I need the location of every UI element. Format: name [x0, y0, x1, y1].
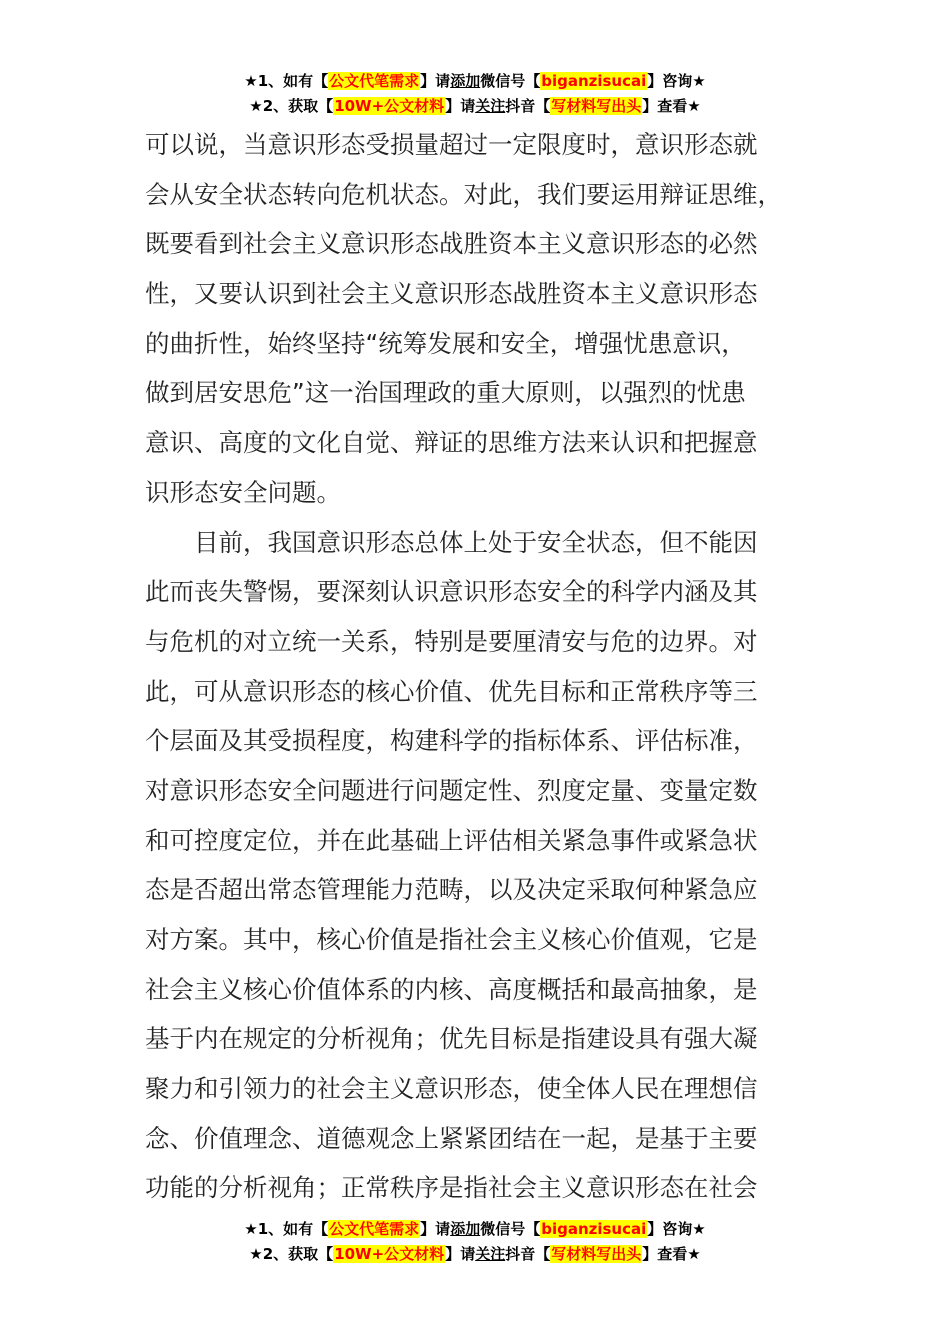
text-line: 会从安全状态转向危机状态。对此，我们要运用辩证思维， [145, 179, 782, 209]
banner-line-1 [0, 1217, 950, 1242]
text-line: 意识、高度的文化自觉、辩证的思维方法来认识和把握意 [145, 428, 758, 458]
banner-text: ★2、获取【 [249, 1245, 334, 1263]
highlight-wechat-id: biganzisucai [541, 1220, 647, 1238]
text-line: 可以说，当意识形态受损量超过一定限度时，意识形态就 [145, 130, 758, 159]
banner-text: 】请 [445, 1245, 476, 1263]
highlight-ghostwriting: 公文代笔需求 [329, 1220, 420, 1238]
banner-text: 】请 [420, 72, 451, 90]
banner-text: ★2、获取【 [249, 97, 334, 115]
text-line: 对意识形态安全问题进行问题定性、烈度定量、变量定数 [145, 775, 758, 805]
banner-line-2 [0, 94, 950, 119]
text-line: 此而丧失警惕，要深刻认识意识形态安全的科学内涵及其 [145, 577, 758, 607]
banner-text: 】咨询★ [647, 1220, 706, 1238]
underlined-text: 添加 [450, 72, 481, 90]
banner-text: ★1、如有【 [244, 72, 329, 90]
highlight-douyin: 写材料写出头 [551, 97, 642, 115]
banner-text: 微信号【 [480, 1220, 541, 1238]
highlight-materials: 10W+公文材料 [334, 97, 445, 115]
text-line: 和可控度定位，并在此基础上评估相关紧急事件或紧急状 [145, 825, 758, 855]
underlined-text: 添加 [450, 1220, 481, 1238]
banner-text: 】请 [445, 97, 476, 115]
text-line: 基于内在规定的分析视角；优先目标是指建设具有强大凝 [145, 1024, 758, 1054]
banner-text: 】咨询★ [647, 72, 706, 90]
underlined-text: 关注 [475, 1245, 506, 1263]
text-line: 识形态安全问题。 [145, 477, 341, 507]
text-line: 的曲折性，始终坚持“统筹发展和安全，增强忧患意识， [145, 328, 746, 358]
footer-banner [0, 1217, 950, 1267]
banner-text: 抖音【 [505, 1245, 551, 1263]
banner-text: 】查看★ [642, 1245, 701, 1263]
text-line: 既要看到社会主义意识形态战胜资本主义意识形态的必然 [145, 229, 758, 259]
highlight-ghostwriting: 公文代笔需求 [329, 72, 420, 90]
highlight-douyin: 写材料写出头 [551, 1245, 642, 1263]
text-line: 念、价值理念、道德观念上紧紧团结在一起，是基于主要 [145, 1123, 758, 1153]
text-line: 社会主义核心价值体系的内核、高度概括和最高抽象，是 [145, 974, 758, 1004]
text-line: 聚力和引领力的社会主义意识形态，使全体人民在理想信 [145, 1074, 758, 1104]
paragraph-start: 目前，我国意识形态总体上处于安全状态，但不能因 [145, 527, 758, 557]
text-line: 对方案。其中，核心价值是指社会主义核心价值观，它是 [145, 925, 758, 954]
highlight-materials: 10W+公文材料 [334, 1245, 445, 1263]
banner-text: 微信号【 [480, 72, 541, 90]
underlined-text: 关注 [475, 97, 506, 115]
text-line: 态是否超出常态管理能力范畴，以及决定采取何种紧急应 [145, 875, 758, 905]
text-line: 功能的分析视角；正常秩序是指社会主义意识形态在社会 [145, 1173, 758, 1203]
banner-line-1 [0, 69, 950, 94]
banner-text: 】查看★ [642, 97, 701, 115]
header-banner [0, 69, 950, 119]
banner-text: 抖音【 [505, 97, 551, 115]
text-line: 个层面及其受损程度，构建科学的指标体系、评估标准， [145, 726, 758, 756]
text-line: 与危机的对立统一关系，特别是要厘清安与危的边界。对 [145, 626, 758, 656]
text-line: 性，又要认识到社会主义意识形态战胜资本主义意识形态 [145, 279, 758, 309]
banner-text: 】请 [420, 1220, 451, 1238]
banner-text: ★1、如有【 [244, 1220, 329, 1238]
highlight-wechat-id: biganzisucai [541, 72, 647, 90]
text-line: 做到居安思危”这一治国理政的重大原则，以强烈的忧患 [145, 378, 746, 408]
text-line: 此，可从意识形态的核心价值、优先目标和正常秩序等三 [145, 676, 758, 706]
document-body [145, 120, 805, 1213]
banner-line-2 [0, 1242, 950, 1267]
